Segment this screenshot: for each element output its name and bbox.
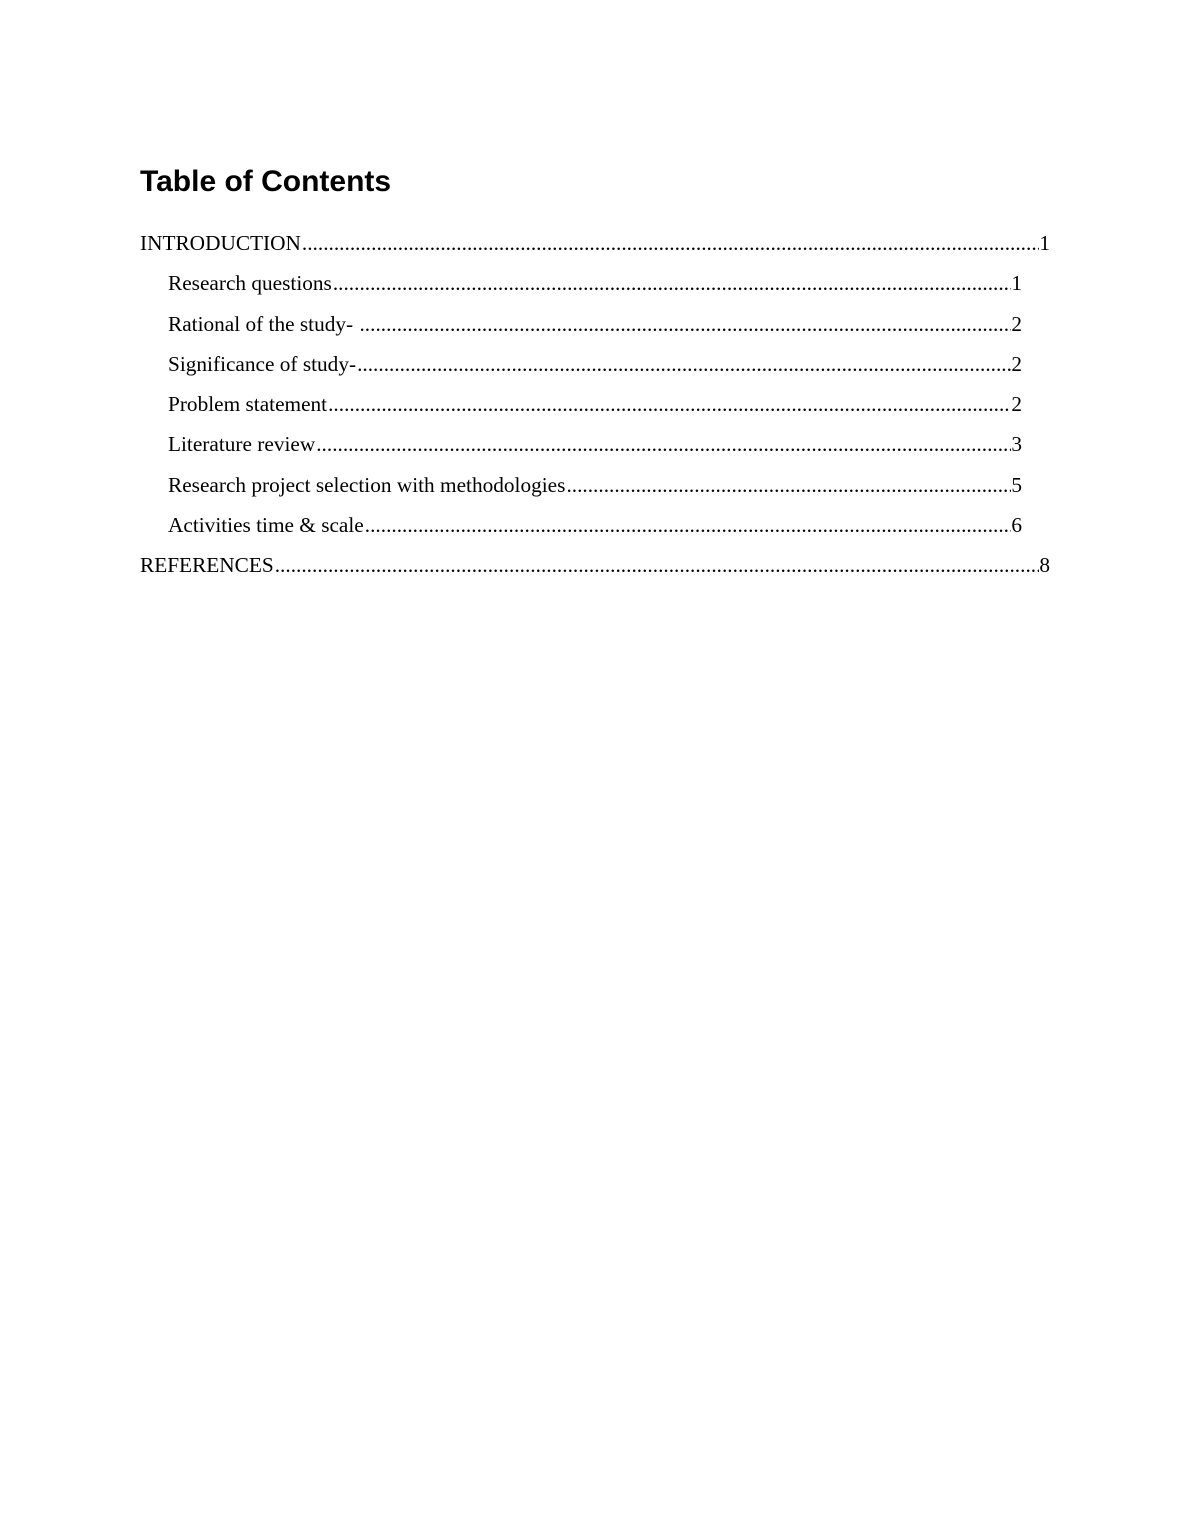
toc-dot-leader [315,424,1011,464]
toc-entry-significance-of-study[interactable] [168,344,1022,384]
toc-entry-page-number: 2 [1011,392,1022,417]
toc-dot-leader [332,263,1012,303]
toc-entry-label: Research project selection with methodologies [168,472,566,497]
toc-entry-literature-review[interactable] [168,424,1022,464]
toc-entry-page-number: 5 [1011,472,1022,497]
toc-entry-page-number: 1 [1011,271,1022,296]
toc-entry-rational-of-study[interactable] [168,304,1022,344]
toc-entry-introduction[interactable] [140,223,1050,263]
toc-entry-label: INTRODUCTION [140,231,301,255]
toc-entry-problem-statement[interactable] [168,384,1022,424]
toc-entry-label: Rational of the study- [168,311,359,336]
toc-dot-leader [301,223,1039,263]
toc-entry-page-number: 3 [1011,432,1022,457]
toc-entry-label: Literature review [168,432,316,457]
toc-list [140,223,1050,586]
toc-entry-page-number: 6 [1011,513,1022,538]
toc-entry-page-number: 1 [1039,231,1050,255]
toc-entry-page-number: 2 [1011,351,1022,376]
toc-dot-leader [358,304,1011,344]
toc-dot-leader [356,344,1011,384]
toc-title: Table of Contents [140,165,392,198]
toc-entry-research-project-selection[interactable] [168,465,1022,505]
toc-dot-leader [565,465,1011,505]
toc-entry-label: Problem statement [168,392,328,417]
toc-entry-research-questions[interactable] [168,263,1022,303]
toc-dot-leader [274,545,1040,585]
toc-entry-label: Activities time & scale [168,513,364,538]
toc-dot-leader [364,505,1012,545]
toc-entry-label: Research questions [168,271,332,296]
toc-entry-page-number: 8 [1039,553,1050,578]
toc-dot-leader [327,384,1011,424]
toc-entry-label: REFERENCES [140,553,274,578]
toc-entry-activities-time-scale[interactable] [168,505,1022,545]
toc-entry-label: Significance of study- [168,351,357,376]
toc-entry-page-number: 2 [1011,311,1022,336]
toc-entry-references[interactable] [140,545,1050,585]
